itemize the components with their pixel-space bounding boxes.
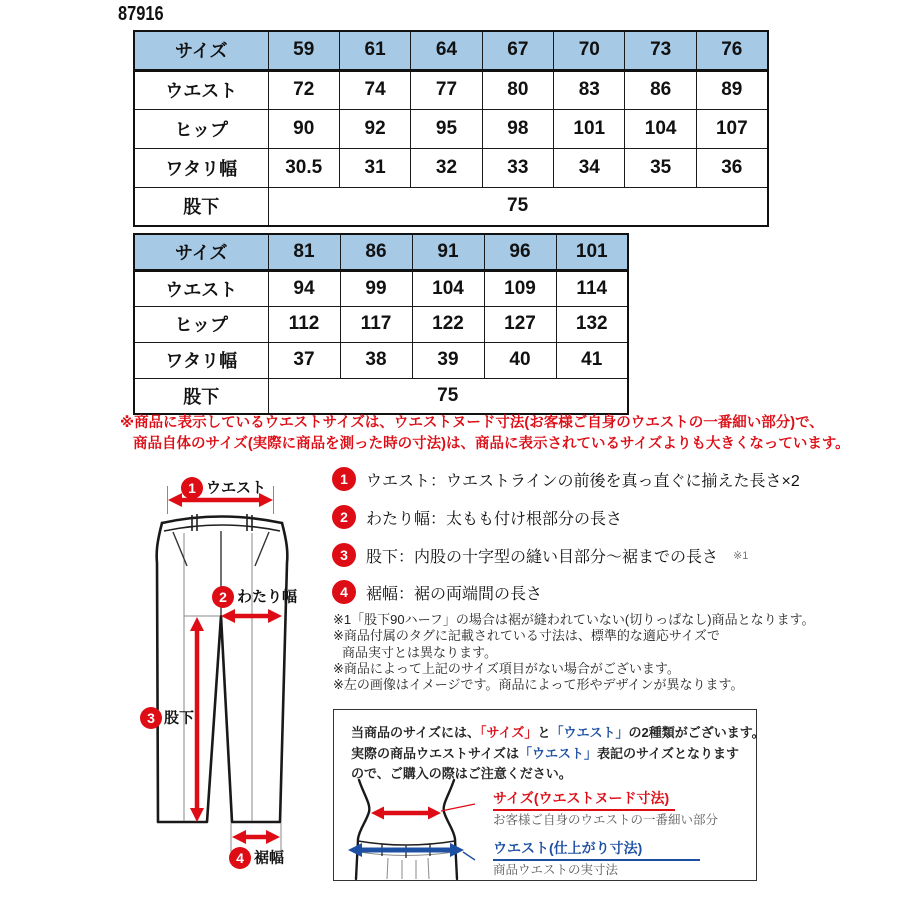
table-cell: 35 xyxy=(625,148,696,187)
torso-diagram xyxy=(331,776,477,880)
table-header-cell: 64 xyxy=(411,31,482,70)
table-header-cell: 61 xyxy=(339,31,410,70)
table-row xyxy=(134,378,628,414)
table-header-cell: サイズ xyxy=(134,234,268,270)
note-line: 商品実寸とは異なります。 xyxy=(342,644,497,660)
table-cell: 38 xyxy=(340,342,412,378)
waist-size-caution xyxy=(120,413,850,455)
table-row xyxy=(134,342,628,378)
note-reference: ※1 xyxy=(733,549,749,562)
note-line: ※1「股下90ハーフ」の場合は裾が縫われていない(切りっぱなし)商品となります。 xyxy=(333,612,815,627)
table-cell: 41 xyxy=(556,342,628,378)
table-cell: 104 xyxy=(625,109,696,148)
table-cell: 109 xyxy=(484,270,556,306)
number-badge: 3 xyxy=(332,543,356,567)
inseam-badge xyxy=(140,707,162,729)
table-row xyxy=(134,270,628,306)
table-header-cell: 91 xyxy=(412,234,484,270)
size-term: 「サイズ」 xyxy=(479,725,538,740)
notes-list xyxy=(333,612,815,693)
table-cell-merged: 75 xyxy=(268,378,628,414)
table-header-row xyxy=(134,31,768,70)
waist-badge xyxy=(181,477,203,499)
caution-line: 商品自体のサイズ(実際に商品を測った時の寸法)は、商品に表示されているサイズよりも大きくなっています。 xyxy=(133,436,850,452)
table-cell: 37 xyxy=(268,342,340,378)
table-cell: 94 xyxy=(268,270,340,306)
table-cell: 98 xyxy=(482,109,553,148)
table-cell: 132 xyxy=(556,306,628,342)
red-leader-line xyxy=(441,804,475,811)
row-label: ヒップ xyxy=(134,109,268,148)
table-header-cell: 86 xyxy=(340,234,412,270)
table-cell: 114 xyxy=(556,270,628,306)
table-row xyxy=(134,70,768,109)
table-cell: 127 xyxy=(484,306,556,342)
table-cell: 101 xyxy=(554,109,625,148)
table-cell: 83 xyxy=(554,70,625,109)
product-code: 87916 xyxy=(118,3,164,25)
measure-item-text: ウエスト：ウエストラインの前後を真っ直ぐに揃えた長さ×2 xyxy=(366,472,800,490)
note-line: ※商品によって上記のサイズ項目がない場合がございます。 xyxy=(333,660,680,676)
row-label: ウエスト xyxy=(134,270,268,306)
number-badge: 2 xyxy=(332,505,356,529)
number-badge: 1 xyxy=(332,467,356,491)
hem-label: 裾幅 xyxy=(254,849,285,867)
waist-term: 「ウエスト」 xyxy=(550,725,629,740)
table-cell: 40 xyxy=(484,342,556,378)
row-label: 股下 xyxy=(134,187,268,226)
table-cell: 74 xyxy=(339,70,410,109)
table-cell: 80 xyxy=(482,70,553,109)
note-line: ※左の画像はイメージです。商品によって形やデザインが異なります。 xyxy=(333,677,744,693)
table-cell: 95 xyxy=(411,109,482,148)
size-table-1 xyxy=(133,30,769,227)
table-header-cell: 101 xyxy=(556,234,628,270)
table-cell: 92 xyxy=(339,109,410,148)
table-row xyxy=(134,306,628,342)
table-cell-merged: 75 xyxy=(268,187,768,226)
table-cell: 31 xyxy=(339,148,410,187)
note-line: ※商品付属のタグに記載されている寸法は、標準的な適応サイズで xyxy=(333,628,720,644)
garment-waist-description: 商品ウエストの実寸法 xyxy=(493,863,619,877)
pants-diagram xyxy=(140,470,340,900)
table-header-cell: 59 xyxy=(268,31,339,70)
table-header-cell: 67 xyxy=(482,31,553,70)
table-header-cell: 73 xyxy=(625,31,696,70)
table-cell: 117 xyxy=(340,306,412,342)
thigh-label: わたり幅 xyxy=(237,588,298,606)
size-type-info-box xyxy=(333,709,765,881)
measure-item-text: 股下：内股の十字型の縫い目部分〜裾までの長さ xyxy=(366,548,719,566)
table-cell: 77 xyxy=(411,70,482,109)
table-cell: 107 xyxy=(696,109,767,148)
row-label: ワタリ幅 xyxy=(134,342,268,378)
table-header-cell: 81 xyxy=(268,234,340,270)
row-label: 股下 xyxy=(134,378,268,414)
svg-text:1: 1 xyxy=(188,480,196,496)
measure-item-thigh xyxy=(332,505,622,529)
table-cell: 89 xyxy=(696,70,767,109)
caution-line: ※商品に表示しているウエストサイズは、ウエストヌード寸法(お客様ご自身のウエストの一番細い部分)で、 xyxy=(120,415,824,431)
table-row xyxy=(134,148,768,187)
hem-badge xyxy=(229,847,251,869)
table-cell: 33 xyxy=(482,148,553,187)
table-cell: 34 xyxy=(554,148,625,187)
svg-text:4: 4 xyxy=(236,850,244,866)
table-cell: 122 xyxy=(412,306,484,342)
size-table-2 xyxy=(133,233,629,415)
garment-waist-label: ウエスト(仕上がり寸法) xyxy=(493,838,700,861)
measure-item-hem xyxy=(332,580,542,604)
nude-size-description: お客様ご自身のウエストの一番細い部分 xyxy=(493,813,719,827)
row-label: ワタリ幅 xyxy=(134,148,268,187)
table-header-cell: サイズ xyxy=(134,31,268,70)
table-cell: 39 xyxy=(412,342,484,378)
measure-item-waist xyxy=(332,467,800,491)
table-header-cell: 76 xyxy=(696,31,767,70)
table-row xyxy=(134,109,768,148)
waist-term: 「ウエスト」 xyxy=(518,745,597,761)
table-cell: 30.5 xyxy=(268,148,339,187)
measure-item-text: わたり幅：太もも付け根部分の長さ xyxy=(366,510,623,528)
table-header-cell: 96 xyxy=(484,234,556,270)
table-cell: 36 xyxy=(696,148,767,187)
number-badge: 4 xyxy=(332,580,356,604)
table-row xyxy=(134,187,768,226)
table-cell: 112 xyxy=(268,306,340,342)
measure-item-inseam xyxy=(332,543,748,567)
table-cell: 90 xyxy=(268,109,339,148)
table-cell: 72 xyxy=(268,70,339,109)
thigh-badge xyxy=(212,586,234,608)
table-cell: 104 xyxy=(412,270,484,306)
nude-size-label: サイズ(ウエストヌード寸法) xyxy=(493,788,675,811)
info-line: ので、ご購入の際はご注意ください。 xyxy=(351,766,572,781)
waist-label: ウエスト xyxy=(206,479,267,497)
row-label: ヒップ xyxy=(134,306,268,342)
measure-item-text: 裾幅：裾の両端間の長さ xyxy=(366,585,543,603)
info-line: 当商品のサイズには、「サイズ」と「ウエスト」の2種類がございます。 xyxy=(351,725,765,740)
table-cell: 32 xyxy=(411,148,482,187)
info-line: 実際の商品ウエストサイズは「ウエスト」表記のサイズとなります xyxy=(351,745,739,761)
pants-outline xyxy=(157,514,288,822)
nude-waist-arrow xyxy=(371,807,441,820)
table-cell: 86 xyxy=(625,70,696,109)
blue-leader-line xyxy=(463,852,475,860)
table-cell: 99 xyxy=(340,270,412,306)
hem-width-arrow xyxy=(232,830,280,844)
torso-outline xyxy=(356,780,457,879)
row-label: ウエスト xyxy=(134,70,268,109)
svg-text:3: 3 xyxy=(147,710,155,726)
table-header-cell: 70 xyxy=(554,31,625,70)
svg-text:2: 2 xyxy=(219,589,227,605)
inseam-label: 股下 xyxy=(164,709,195,727)
table-header-row xyxy=(134,234,628,270)
